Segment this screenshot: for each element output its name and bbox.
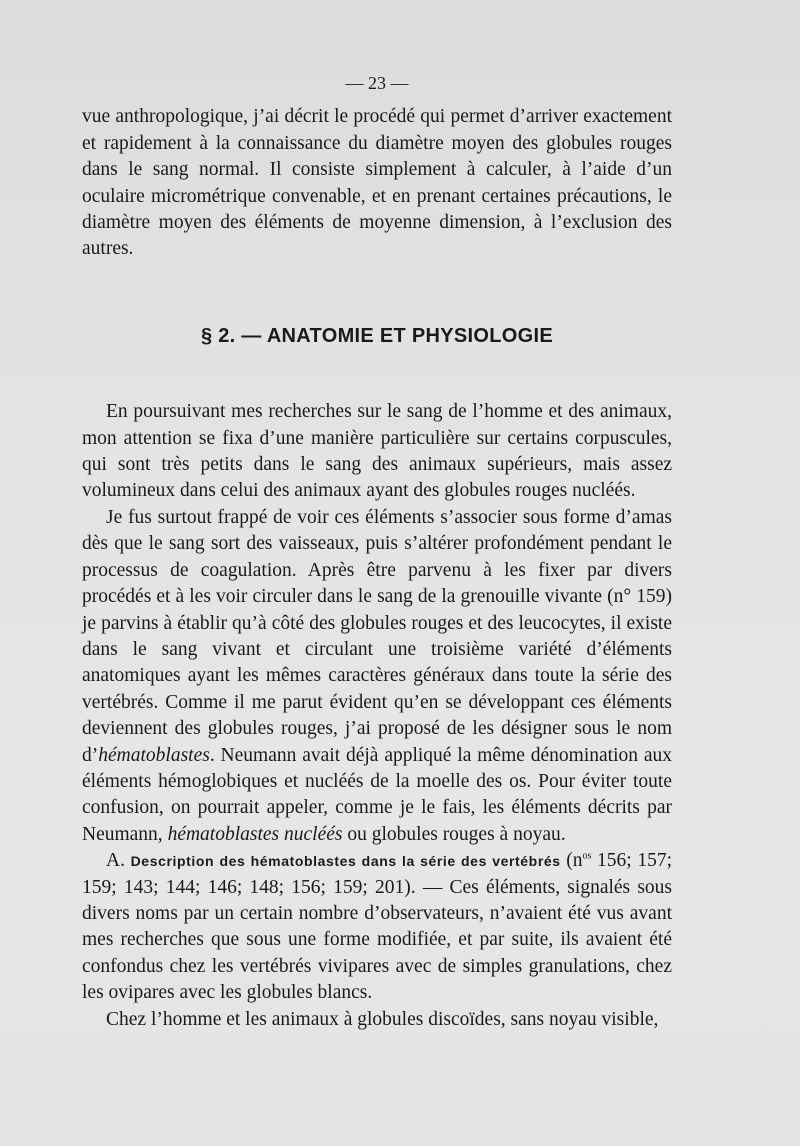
- refs-superscript: os: [582, 850, 592, 862]
- refs-list: 156; 157; 159; 143; 144; 146; 148; 156; 159; 201).: [82, 850, 673, 898]
- page-text-block: [82, 70, 672, 1033]
- paragraph-final: Chez l’homme et les animaux à globules discoïdes, sans noyau visible,: [106, 1008, 659, 1030]
- subhead-title: Description des hématoblastes dans la série des vertébrés: [130, 853, 561, 870]
- paragraph-hematoblasts-part1: Je fus surtout frappé de voir ces éléments s’associer sous forme d’amas dès que le sang sort des vaisseaux, puis s’altérer profondément pendant le processus de coagulation. Après être parvenu à les fixer par divers procédés et à les voir circuler dans le sang de la grenouille vivante (n° 159) je parvins à établir qu’à côté des globules rouges et des leucocytes, il existe dans le sang vivant et circulant une troisième variété d’éléments anatomiques ayant les mêmes caractères généraux dans toute la série des vertébrés. Comme il me parut évident qu’en se développant ces éléments deviennent des globules rouges, j’ai proposé de les désigner sous le nom d’: [82, 506, 672, 766]
- refs-prefix: (n: [566, 850, 583, 872]
- paragraph-hematoblasts: [82, 505, 672, 848]
- page-number: — 23 —: [345, 73, 409, 93]
- paragraph-description-body: — Ces éléments, signalés sous divers noms par un certain nombre d’observateurs, n’avaient été vus avant mes recherches que sous une forme modifiée, et par suite, ils avaient été confondus chez les vertébrés vivipares avec de simples granulations, chez les ovipares avec les globules blancs.: [82, 876, 673, 1004]
- intro-paragraph: vue anthropologique, j’ai décrit le procédé qui permet d’arriver exactement et rapidement à la connaissance du diamètre moyen des globules rouges dans le sang normal. Il consiste simplement à calculer, à l’aide d’un oculaire micrométrique convenable, et en prenant certaines précautions, le diamètre moyen des éléments de moyenne dimension, à l’exclusion des autres.: [82, 106, 672, 260]
- paragraph-hematoblasts-part2: . Neumann avait déjà appliqué la même dénomination aux éléments hémoglobiques et nucléés de la moelle des os. Pour éviter toute confusion, on pourrait appeler, comme je le fais, les éléments décrits par Neumann,: [82, 744, 672, 845]
- subhead-letter: A.: [106, 850, 125, 872]
- term-hematoblastes: hématoblastes: [98, 744, 210, 766]
- section-title: § 2. — ANATOMIE ET PHYSIOLOGIE: [200, 324, 554, 347]
- term-hematoblastes-nuclees: hématoblastes nucléés: [167, 823, 343, 845]
- paragraph-description: [82, 848, 672, 1006]
- paragraph-research: En poursuivant mes recherches sur le sang de l’homme et des animaux, mon attention se fixa d’une manière particulière sur certains corpuscules, qui sont très petits dans le sang des animaux supérieurs, mais assez volumineux dans celui des animaux ayant des globules rouges nucléés.: [82, 401, 672, 502]
- paragraph-hematoblasts-part3: ou globules rouges à noyau.: [342, 823, 566, 845]
